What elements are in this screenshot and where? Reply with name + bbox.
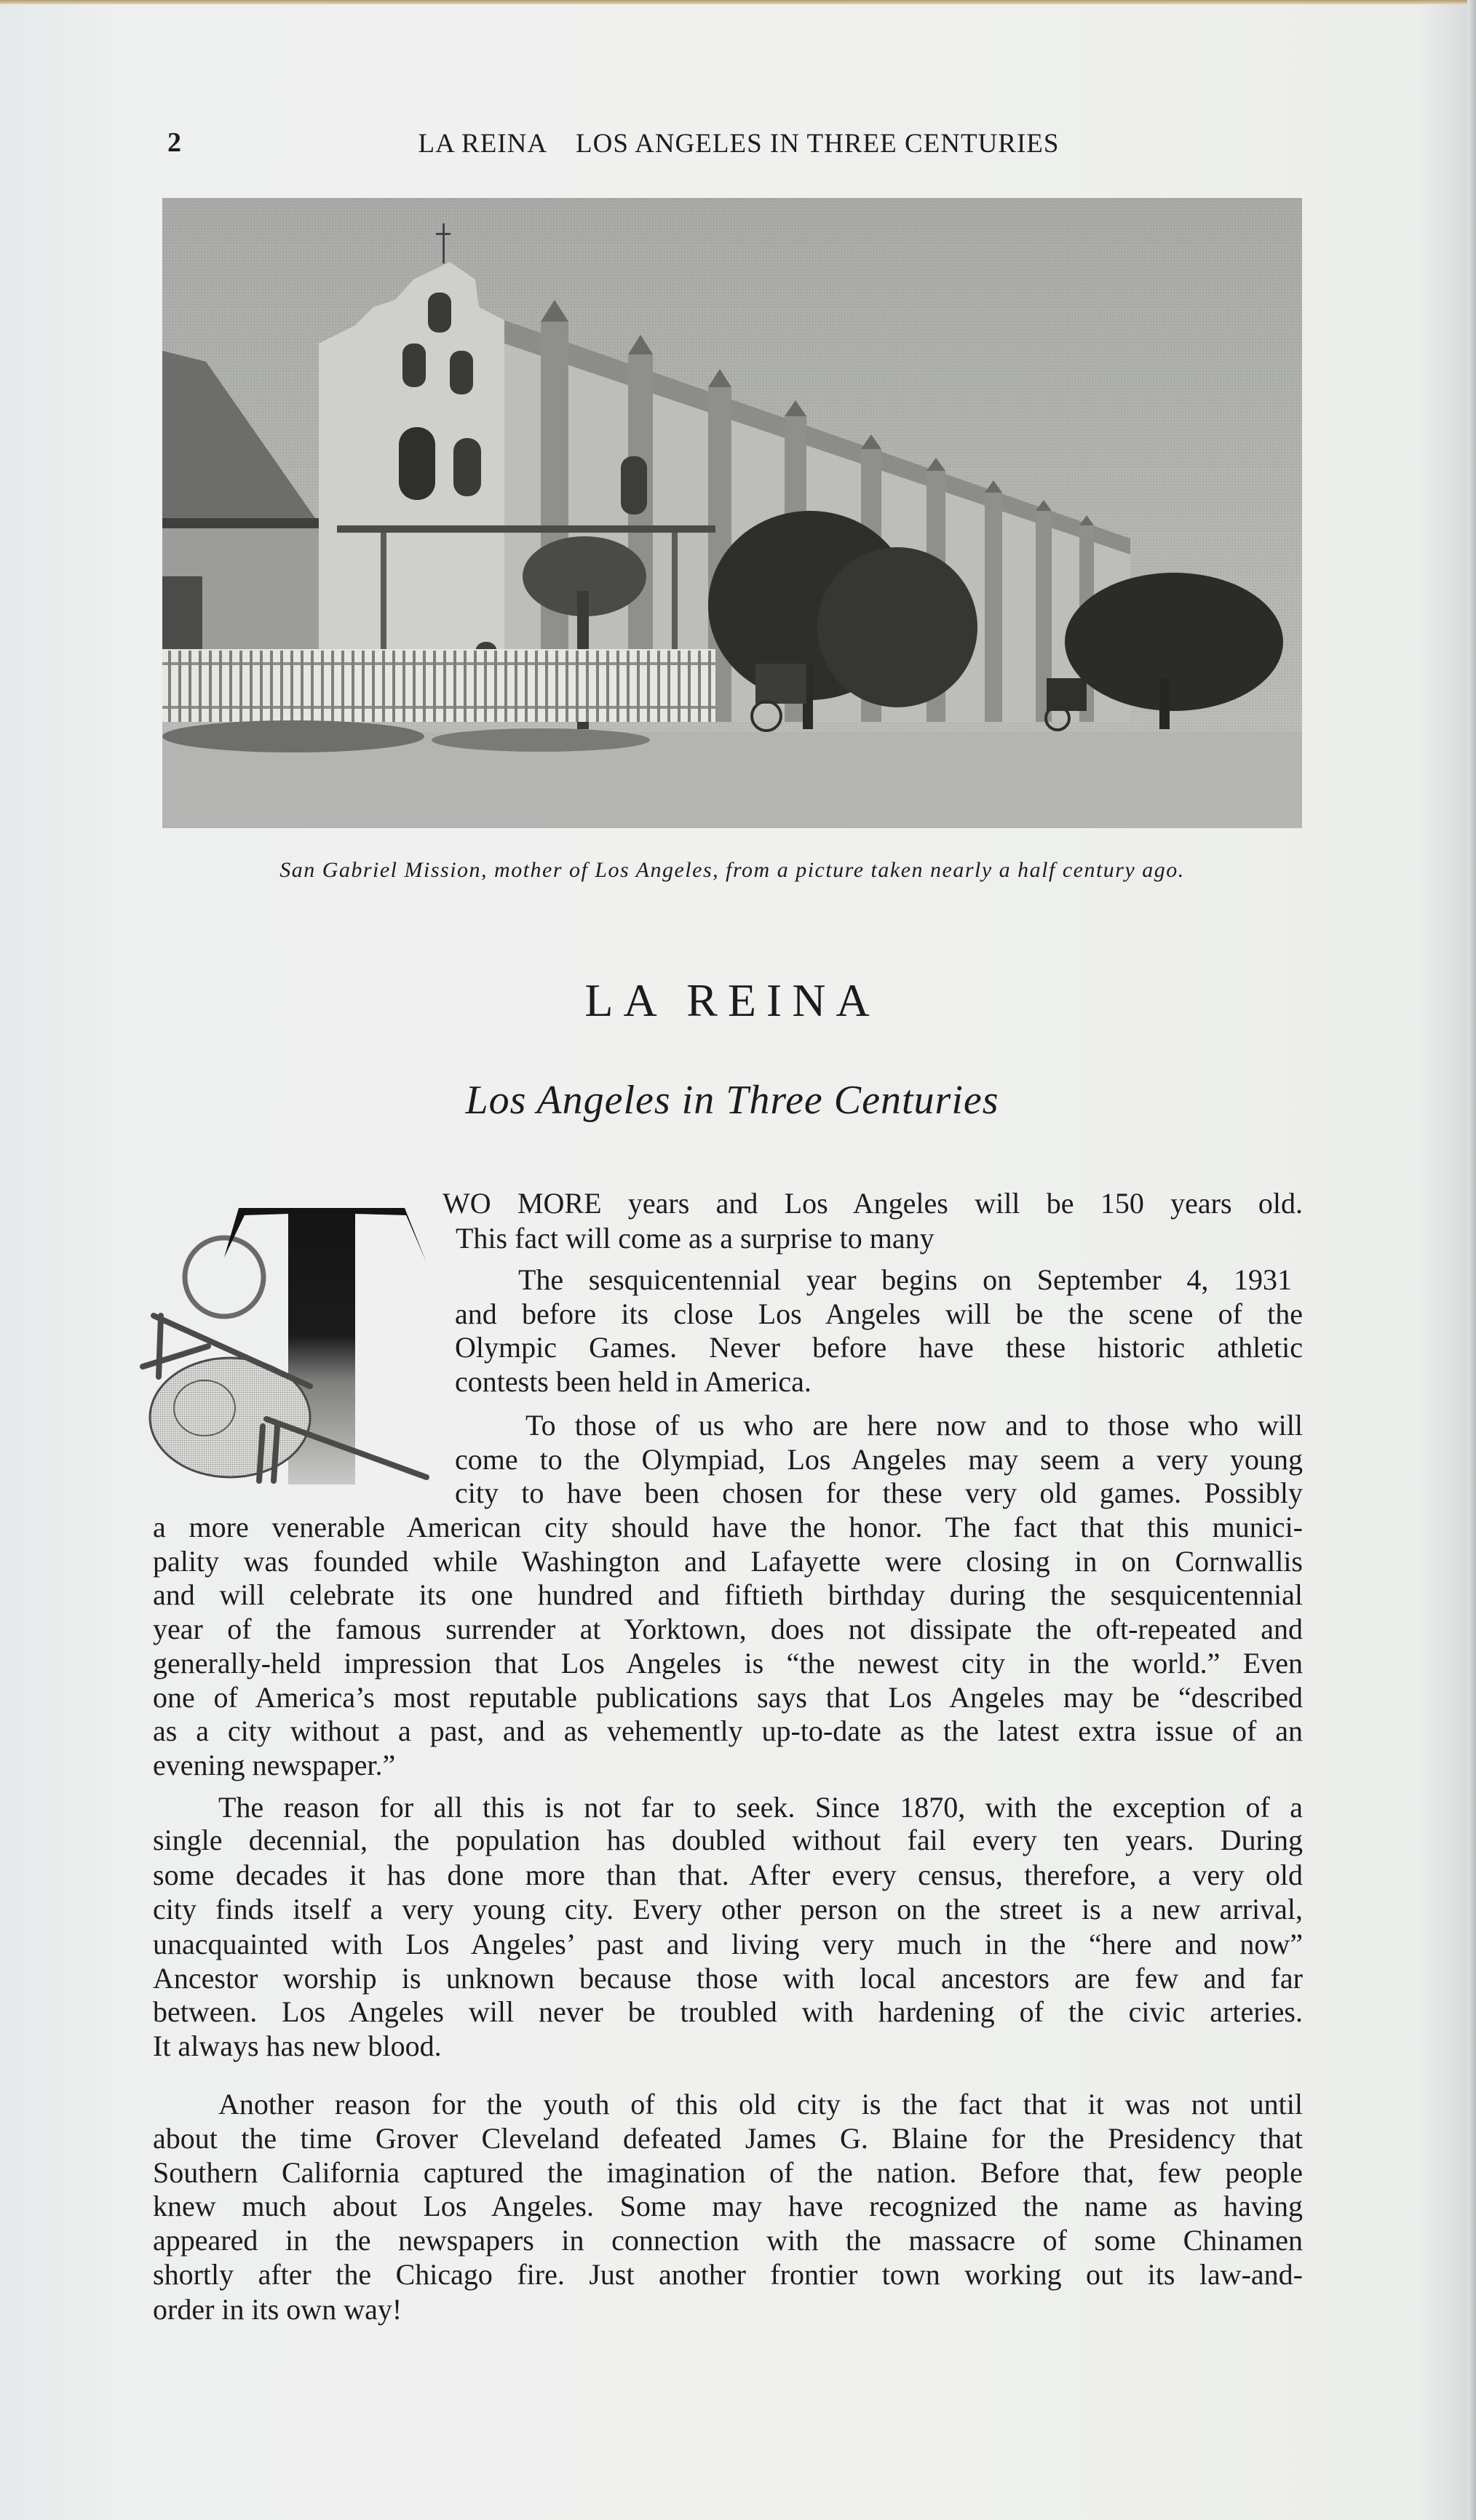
text-line: This fact will come as a surprise to many — [456, 1222, 935, 1255]
fence-gap — [331, 651, 334, 722]
fence-gap — [616, 651, 619, 722]
text-line: city to have been chosen for these very old games. Possibly — [455, 1476, 1303, 1509]
photo-caption: San Gabriel Mission, mother of Los Angeles, from a picture taken nearly a half century ago. — [279, 858, 1185, 882]
fence-gap — [178, 651, 181, 722]
fence-gap — [209, 651, 212, 722]
text-line: some decades it has done more than that. After every census, therefore, a very old — [153, 1859, 1303, 1891]
fence-gap — [443, 651, 446, 722]
fence-gap — [382, 651, 385, 722]
fence-gap — [657, 651, 660, 722]
text-line: one of America’s most reputable publications says that Los Angeles may be “described — [153, 1681, 1303, 1714]
fence-gap — [464, 651, 467, 722]
fence-gap — [290, 651, 293, 722]
text-line: as a city without a past, and as vehemently up-to-date as the latest extra issue of an — [153, 1714, 1303, 1747]
text-line: between. Los Angeles will never be troubled with hardening of the civic arteries. — [153, 1995, 1303, 2028]
fence-gap — [423, 651, 426, 722]
fence-gap — [637, 651, 640, 722]
text-line: and before its close Los Angeles will be the scene of the — [455, 1297, 1303, 1330]
page-number: 2 — [167, 127, 181, 158]
text-line: city finds itself a very young city. Every other person on the street is a new arrival, — [153, 1893, 1303, 1925]
text-line: pality was founded while Washington and Lafayette were closing in on Cornwallis — [153, 1545, 1303, 1578]
fence-gap — [688, 651, 691, 722]
text-line: Ancestor worship is unknown because those with local ancestors are few and far — [153, 1962, 1303, 1995]
text-line: appeared in the newspapers in connection with the massacre of some Chinamen — [153, 2224, 1303, 2257]
fence-gap — [708, 651, 711, 722]
fence-gap — [311, 651, 314, 722]
page-right-edge — [1467, 0, 1476, 2520]
text-line: shortly after the Chicago fire. Just another frontier town working out its law-and- — [153, 2258, 1303, 2291]
fence-gap — [270, 651, 273, 722]
text-line: order in its own way! — [153, 2293, 402, 2326]
fence-gap — [362, 651, 365, 722]
text-line: Southern California captured the imagination of the nation. Before that, few people — [153, 2156, 1303, 2189]
article-title: LA REINA — [584, 974, 880, 1026]
text-line: generally-held impression that Los Angeles is “the newest city in the world.” Even — [153, 1647, 1303, 1680]
fence-gap — [667, 651, 670, 722]
text-line: unacquainted with Los Angeles’ past and living very much in the “here and now” — [153, 1928, 1303, 1960]
fence-gap — [525, 651, 528, 722]
drop-cap-t-with-plow-icon — [135, 1186, 434, 1484]
drop-cap-illustration — [135, 1186, 434, 1484]
text-line: single decennial, the population has doubled without fail every ten years. During — [153, 1824, 1303, 1856]
text-line: Another reason for the youth of this old city is the fact that it was not until — [218, 2088, 1303, 2120]
fence-gap — [504, 651, 507, 722]
text-line: evening newspaper.” — [153, 1749, 396, 1781]
fence-gap — [535, 651, 538, 722]
fence-gap — [586, 651, 589, 722]
fence-gap — [596, 651, 599, 722]
fence-gap — [341, 651, 344, 722]
text-line: year of the famous surrender at Yorktown, does not dissipate the oft-repeated and — [153, 1613, 1303, 1645]
text-line: and will celebrate its one hundred and fiftieth birthday during the sesquicentennial — [153, 1578, 1303, 1611]
fence-gap — [647, 651, 650, 722]
fence-gap — [698, 651, 701, 722]
fence-gap — [413, 651, 416, 722]
fence-gap — [433, 651, 436, 722]
fence-gap — [321, 651, 324, 722]
fence-gap — [545, 651, 548, 722]
fence-gap — [566, 651, 568, 722]
text-line: knew much about Los Angeles. Some may have recognized the name as having — [153, 2190, 1303, 2222]
mission-photo-illustration — [162, 198, 1302, 828]
fence-gap — [301, 651, 303, 722]
text-line: contests been held in America. — [455, 1365, 812, 1398]
text-line: a more venerable American city should have the honor. The fact that this munici- — [153, 1511, 1303, 1543]
fence-gap — [189, 651, 191, 722]
text-line: come to the Olympiad, Los Angeles may seem a very young — [455, 1443, 1303, 1476]
text-line: The reason for all this is not far to seek. Since 1870, with the exception of a — [218, 1791, 1303, 1824]
running-title: LA REINA LOS ANGELES IN THREE CENTURIES — [418, 129, 1060, 159]
fence-gap — [402, 651, 405, 722]
text-line: WO MORE years and Los Angeles will be 150 years old. — [443, 1187, 1303, 1220]
fence-gap — [555, 651, 558, 722]
fence-gap — [168, 651, 171, 722]
text-line: Olympic Games. Never before have these historic athletic — [455, 1331, 1303, 1364]
text-line: It always has new blood. — [153, 2030, 442, 2062]
fence-gap — [474, 651, 477, 722]
page-top-edge — [0, 0, 1476, 4]
fence-gap — [576, 651, 579, 722]
fence-gap — [627, 651, 630, 722]
fence-gap — [239, 651, 242, 722]
mission-photo — [162, 198, 1302, 828]
fence-gap — [250, 651, 253, 722]
fence-gap — [606, 651, 609, 722]
fence-gap — [372, 651, 375, 722]
fence-gap — [260, 651, 263, 722]
fence-gap — [280, 651, 283, 722]
article-subtitle: Los Angeles in Three Centuries — [465, 1078, 999, 1123]
fence-gap — [678, 651, 681, 722]
fence-gap — [352, 651, 354, 722]
text-line: about the time Grover Cleveland defeated James G. Blaine for the Presidency that — [153, 2122, 1303, 2155]
fence-gap — [219, 651, 222, 722]
fence-gap — [229, 651, 232, 722]
fence-gap — [515, 651, 517, 722]
text-line: To those of us who are here now and to those who will — [525, 1409, 1303, 1442]
fence-gap — [199, 651, 202, 722]
fence-gap — [494, 651, 497, 722]
fence-gap — [453, 651, 456, 722]
text-line: The sesquicentennial year begins on September 4, 1931 — [518, 1263, 1292, 1296]
fence-gap — [392, 651, 395, 722]
fence-gap — [484, 651, 487, 722]
